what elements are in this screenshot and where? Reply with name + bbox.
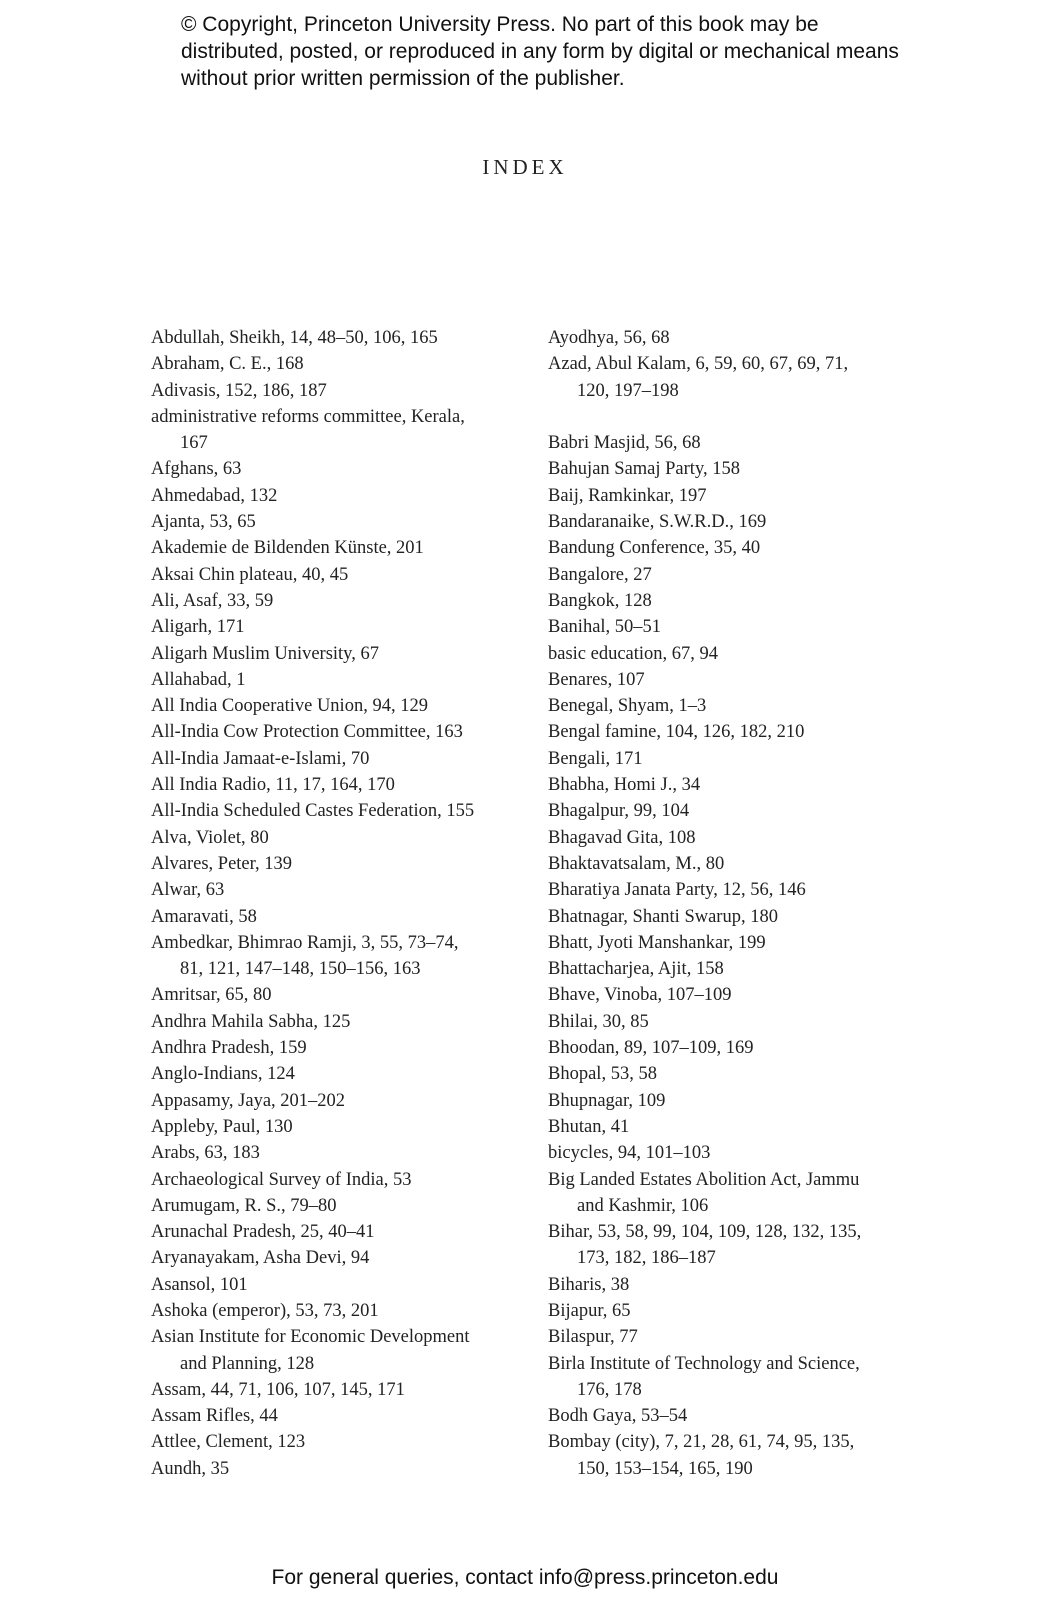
index-entry-text: All India Radio, 11, 17, 164, 170 [151, 775, 395, 796]
index-entry-text: Bodh Gaya, 53–54 [548, 1406, 688, 1427]
index-entry [548, 1114, 918, 1140]
index-entry-text: Bharatiya Janata Party, 12, 56, 146 [548, 880, 806, 901]
index-entry-text: Attlee, Clement, 123 [151, 1432, 306, 1453]
index-entry [151, 1298, 521, 1324]
index-entry-text: Bengali, 171 [548, 748, 643, 769]
index-entry [151, 667, 521, 693]
index-entry [548, 1429, 918, 1482]
index-entry-text: Bhoodan, 89, 107–109, 169 [548, 1038, 754, 1059]
index-entry-text: Assam Rifles, 44 [151, 1406, 278, 1427]
index-entry-text: All-India Cow Protection Committee, 163 [151, 722, 463, 743]
index-entry-text: Bangalore, 27 [548, 564, 652, 585]
index-entry [151, 719, 521, 745]
index-entry-text: Alva, Violet, 80 [151, 827, 269, 848]
index-entry [151, 404, 521, 457]
index-entry-text: All-India Scheduled Castes Federation, 155 [151, 801, 475, 822]
index-entry-continuation: 176, 178 [577, 1379, 642, 1400]
index-entry-text: Bhupnagar, 109 [548, 1090, 666, 1111]
index-entry [151, 746, 521, 772]
index-entry-text: Aligarh Muslim University, 67 [151, 643, 379, 664]
index-entry-text: Aryanayakam, Asha Devi, 94 [151, 1248, 370, 1269]
index-entry-text: Allahabad, 1 [151, 669, 246, 690]
index-entry-text: Bhagalpur, 99, 104 [548, 801, 690, 822]
index-entry-text: Ajanta, 53, 65 [151, 512, 256, 533]
index-entry [548, 535, 918, 561]
index-entry-text: All-India Jamaat-e-Islami, 70 [151, 748, 370, 769]
index-entry [548, 430, 918, 456]
index-entry [151, 1009, 521, 1035]
index-entry [548, 904, 918, 930]
index-entry-text: Bhagavad Gita, 108 [548, 827, 696, 848]
index-entry [151, 1114, 521, 1140]
index-entry [548, 930, 918, 956]
index-entry-text: Biharis, 38 [548, 1274, 630, 1295]
index-entry [151, 772, 521, 798]
index-entry-text: Anglo-Indians, 124 [151, 1064, 295, 1085]
index-entry [548, 1219, 918, 1272]
index-entry-continuation: and Planning, 128 [180, 1353, 315, 1374]
index-entry [151, 325, 521, 351]
index-entry [151, 1456, 521, 1482]
index-entry [151, 1324, 521, 1377]
index-entry [151, 693, 521, 719]
index-entry-continuation: 173, 182, 186–187 [577, 1248, 716, 1269]
index-entry [151, 1429, 521, 1455]
index-entry-text: Ali, Asaf, 33, 59 [151, 590, 274, 611]
index-entry-text: Abraham, C. E., 168 [151, 354, 304, 375]
index-entry [151, 1193, 521, 1219]
index-entry [548, 798, 918, 824]
index-entry-text: Bhattacharjea, Ajit, 158 [548, 959, 724, 980]
index-entry-continuation: 150, 153–154, 165, 190 [577, 1458, 753, 1479]
index-entry [151, 1272, 521, 1298]
index-entry-text: Amaravati, 58 [151, 906, 257, 927]
index-entry [151, 904, 521, 930]
index-entry-text: Aundh, 35 [151, 1458, 230, 1479]
index-entry [151, 1140, 521, 1166]
index-entry-text: Appasamy, Jaya, 201–202 [151, 1090, 346, 1111]
index-entry-text: Babri Masjid, 56, 68 [548, 433, 701, 454]
index-entry [548, 772, 918, 798]
index-entry-continuation: 81, 121, 147–148, 150–156, 163 [180, 959, 421, 980]
index-entry [151, 588, 521, 614]
index-entry [548, 851, 918, 877]
index-entry-continuation: 120, 197–198 [577, 380, 679, 401]
index-entry-text: Bhabha, Homi J., 34 [548, 775, 701, 796]
index-entry [548, 1009, 918, 1035]
index-entry-text: Azad, Abul Kalam, 6, 59, 60, 67, 69, 71, [548, 354, 849, 375]
index-entry [151, 378, 521, 404]
index-entry [548, 588, 918, 614]
index-entry-text: Bhatnagar, Shanti Swarup, 180 [548, 906, 778, 927]
index-entry [151, 1088, 521, 1114]
index-entry [548, 1035, 918, 1061]
index-entry-text: Akademie de Bildenden Künste, 201 [151, 538, 424, 559]
index-entry [548, 956, 918, 982]
index-entry-text: Big Landed Estates Abolition Act, Jammu [548, 1169, 860, 1190]
index-entry [151, 1403, 521, 1429]
index-entry [151, 1245, 521, 1271]
index-entry [151, 851, 521, 877]
index-entry [548, 456, 918, 482]
index-column-right [548, 325, 918, 1482]
index-entry [548, 562, 918, 588]
index-entry-text: Benares, 107 [548, 669, 645, 690]
index-entry-text: Bhaktavatsalam, M., 80 [548, 853, 725, 874]
index-entry-text: Ahmedabad, 132 [151, 485, 278, 506]
index-entry-text: Ashoka (emperor), 53, 73, 201 [151, 1300, 379, 1321]
index-entry-text: bicycles, 94, 101–103 [548, 1143, 711, 1164]
index-entry-text: Bihar, 53, 58, 99, 104, 109, 128, 132, 135, [548, 1222, 862, 1243]
index-entry-text: Appleby, Paul, 130 [151, 1116, 293, 1137]
index-entry [548, 1272, 918, 1298]
index-entry [548, 982, 918, 1008]
index-entry-text: Bhatt, Jyoti Manshankar, 199 [548, 932, 766, 953]
index-entry-text: Bhave, Vinoba, 107–109 [548, 985, 732, 1006]
index-entry [548, 746, 918, 772]
index-entry [151, 1219, 521, 1245]
index-entry-continuation: 167 [180, 433, 208, 454]
index-entry-text: Banihal, 50–51 [548, 617, 662, 638]
index-entry [151, 1167, 521, 1193]
index-entry [548, 1298, 918, 1324]
index-entry [548, 1140, 918, 1166]
index-entry [151, 509, 521, 535]
index-entry [548, 667, 918, 693]
index-entry [151, 351, 521, 377]
index-entry [548, 614, 918, 640]
index-entry [548, 1324, 918, 1350]
index-entry [151, 456, 521, 482]
index-entry [548, 825, 918, 851]
index-entry [151, 982, 521, 1008]
index-entry-text: Bandaranaike, S.W.R.D., 169 [548, 512, 767, 533]
index-entry-text: Bhilai, 30, 85 [548, 1011, 649, 1032]
index-entry-text: Aligarh, 171 [151, 617, 245, 638]
index-entry-text: Arunachal Pradesh, 25, 40–41 [151, 1222, 375, 1243]
index-entry [548, 483, 918, 509]
index-entry [548, 1403, 918, 1429]
index-entry-text: All India Cooperative Union, 94, 129 [151, 696, 428, 717]
index-entry [151, 535, 521, 561]
index-entry [548, 509, 918, 535]
index-entry-text: Benegal, Shyam, 1–3 [548, 696, 707, 717]
index-entry-text: Andhra Pradesh, 159 [151, 1038, 307, 1059]
index-entry [151, 641, 521, 667]
index-entry [548, 877, 918, 903]
index-entry-text: Baij, Ramkinkar, 197 [548, 485, 707, 506]
index-entry [548, 1088, 918, 1114]
index-entry [151, 1061, 521, 1087]
index-entry-text: Aksai Chin plateau, 40, 45 [151, 564, 349, 585]
index-entry-text: Bandung Conference, 35, 40 [548, 538, 761, 559]
index-entry-text: Bijapur, 65 [548, 1300, 631, 1321]
index-entry-text: Archaeological Survey of India, 53 [151, 1169, 412, 1190]
index-entry-text: Abdullah, Sheikh, 14, 48–50, 106, 165 [151, 328, 438, 348]
index-entry-text: Ambedkar, Bhimrao Ramji, 3, 55, 73–74, [151, 932, 459, 953]
footer-contact: For general queries, contact info@press.princeton.edu [271, 1566, 779, 1589]
copyright-notice: © Copyright, Princeton University Press. No part of this book may be distributed, posted, or reproduced in any form by digital or mechanical means without prior written permission of the publisher. [181, 13, 899, 90]
index-entry [548, 719, 918, 745]
index-entry [548, 351, 918, 404]
index-entry-text: Asansol, 101 [151, 1274, 248, 1295]
index-column-left [151, 325, 521, 1482]
index-entry-text: Ayodhya, 56, 68 [548, 328, 670, 348]
index-entry-text: Adivasis, 152, 186, 187 [151, 380, 327, 401]
index-entry-text: Alvares, Peter, 139 [151, 853, 293, 874]
index-entry [548, 641, 918, 667]
index-entry [151, 562, 521, 588]
index-entry [151, 825, 521, 851]
index-entry [151, 614, 521, 640]
index-entry-continuation: and Kashmir, 106 [577, 1195, 709, 1216]
index-entry-text: Asian Institute for Economic Development [151, 1327, 470, 1348]
page-title: INDEX [482, 155, 568, 179]
index-entry-text: Bilaspur, 77 [548, 1327, 638, 1348]
index-entry-text: Afghans, 63 [151, 459, 242, 480]
index-entry [151, 483, 521, 509]
index-entry-text: basic education, 67, 94 [548, 643, 719, 664]
index-entry [548, 693, 918, 719]
index-entry-text: Birla Institute of Technology and Science, [548, 1353, 860, 1374]
index-entry-text: Bombay (city), 7, 21, 28, 61, 74, 95, 135, [548, 1432, 855, 1453]
index-entry-text: Amritsar, 65, 80 [151, 985, 272, 1006]
index-entry [548, 1061, 918, 1087]
index-entry-text: Bahujan Samaj Party, 158 [548, 459, 740, 480]
index-entry-text: Bhutan, 41 [548, 1116, 630, 1137]
index-entry [151, 1035, 521, 1061]
index-entry-text: Bangkok, 128 [548, 590, 652, 611]
index-entry-text: administrative reforms committee, Kerala, [151, 406, 465, 427]
index-entry [151, 798, 521, 824]
index-entry [548, 1167, 918, 1220]
index-entry [151, 1377, 521, 1403]
index-entry [548, 1351, 918, 1404]
index-entry-text: Bengal famine, 104, 126, 182, 210 [548, 722, 805, 743]
index-entry-text: Andhra Mahila Sabha, 125 [151, 1011, 351, 1032]
index-entry-text: Alwar, 63 [151, 880, 225, 901]
index-entry [548, 325, 918, 351]
index-entry [151, 930, 521, 983]
index-entry [151, 877, 521, 903]
index-entry-text: Arumugam, R. S., 79–80 [151, 1195, 337, 1216]
index-entry-text: Bhopal, 53, 58 [548, 1064, 657, 1085]
index-entry-text: Arabs, 63, 183 [151, 1143, 260, 1164]
index-entry-text: Assam, 44, 71, 106, 107, 145, 171 [151, 1379, 405, 1400]
